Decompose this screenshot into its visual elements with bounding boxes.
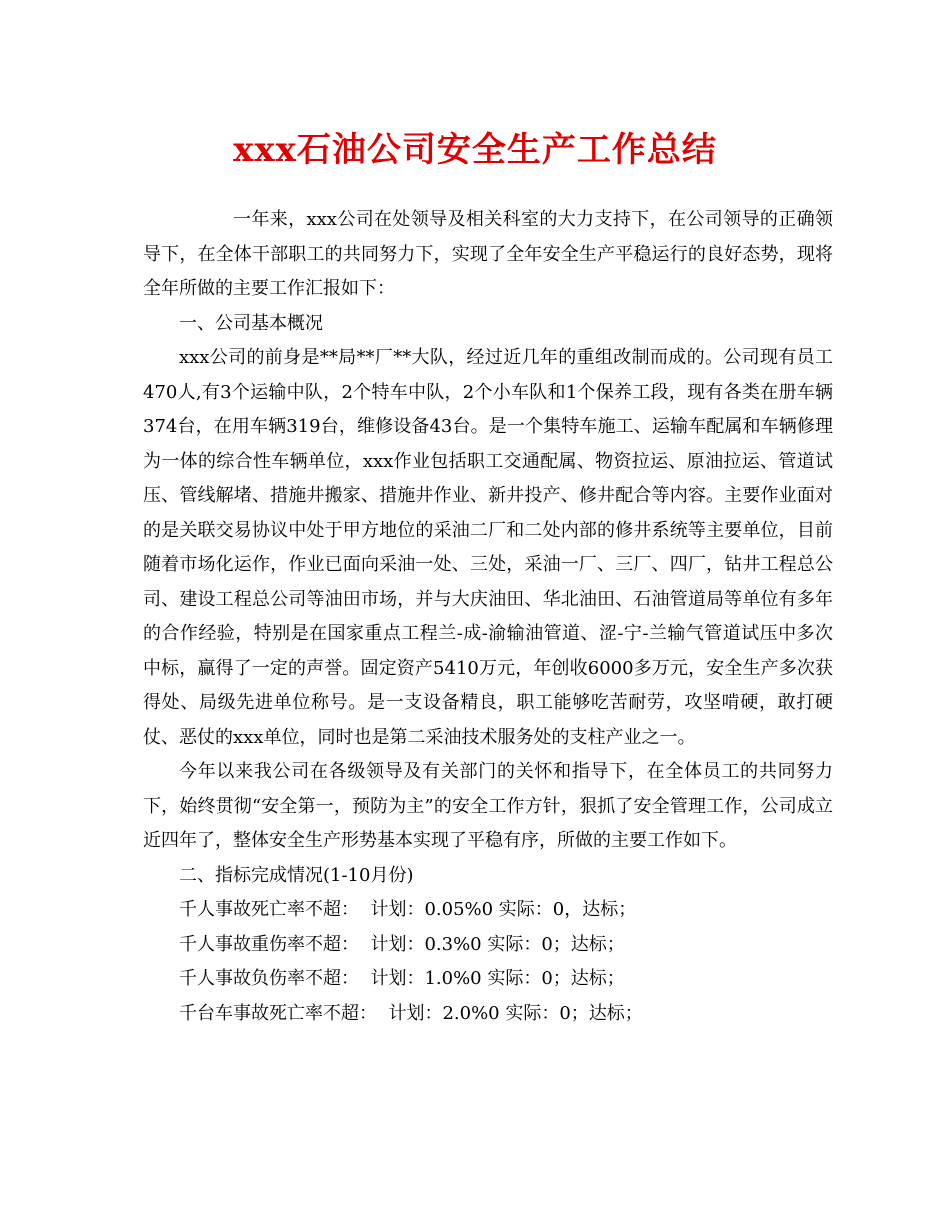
document-body [143, 203, 833, 1031]
indicator-line: 千台车事故死亡率不超： 计划：2.0%0 实际：0；达标； [179, 1002, 643, 1024]
overview-paragraph: xxx公司的前身是**局**厂**大队，经过近几年的重组改制而成的。公司现有员工470人,有3个运输中队，2个特车中队，2个小车队和1个保养工段，现有各类在册车辆374台，在用车辆319台，维修设备43台。是一个集特车施工、运输车配属和车辆修理为一体的综合性车辆单位，xxx作业包括职工交通配属、物资拉运、原油拉运、管道试压、管线解堵、措施井搬家、措施井作业、新井投产、修井配合等内容。主要作业面对的是关联交易协议中处于甲方地位的采油二厂和二处内部的修井系统等主要单位，目前随着市场化运作，作业已面向采油一处、三处，采油一厂、三厂、四厂，钻井工程总公司、建设工程总公司等油田市场，并与大庆油田、华北油田、石油管道局等单位有多年的合作经验，特别是在国家重点工程兰-成-渝输油管道、涩-宁-兰输气管道试压中多次中标，赢得了一定的声誉。固定资产5410万元，年创收6000多万元，安全生产多次获得处、局级先进单位称号。是一支设备精良，职工能够吃苦耐劳，攻坚啃硬，敢打硬仗、恶仗的xxx单位，同时也是第二采油技术服务处的支柱产业之一。 [143, 347, 833, 748]
document-title: xxx石油公司安全生产工作总结 [233, 130, 717, 170]
section-heading-overview: 一、公司基本概况 [179, 312, 323, 334]
indicator-line: 千人事故负伤率不超： 计划：1.0%0 实际：0；达标； [179, 968, 625, 989]
work-summary-paragraph: 今年以来我公司在各级领导及有关部门的关怀和指导下，在全体员工的共同努力下，始终贯彻“安全第一，预防为主”的安全工作方针，狠抓了安全管理工作，公司成立近四年了，整体安全生产形势基本实现了平稳有序，所做的主要工作如下。 [143, 761, 833, 851]
indicator-line: 千人事故重伤率不超： 计划：0.3%0 实际：0；达标； [179, 933, 625, 955]
intro-paragraph: 一年来，xxx公司在处领导及相关科室的大力支持下，在公司领导的正确领导下，在全体干部职工的共同努力下，实现了全年安全生产平稳运行的良好态势，现将全年所做的主要工作汇报如下： [143, 209, 833, 299]
indicator-line: 千人事故死亡率不超： 计划：0.05%0 实际：0，达标； [179, 899, 637, 920]
section-heading-indicators: 二、指标完成情况(1-10月份) [179, 864, 414, 886]
